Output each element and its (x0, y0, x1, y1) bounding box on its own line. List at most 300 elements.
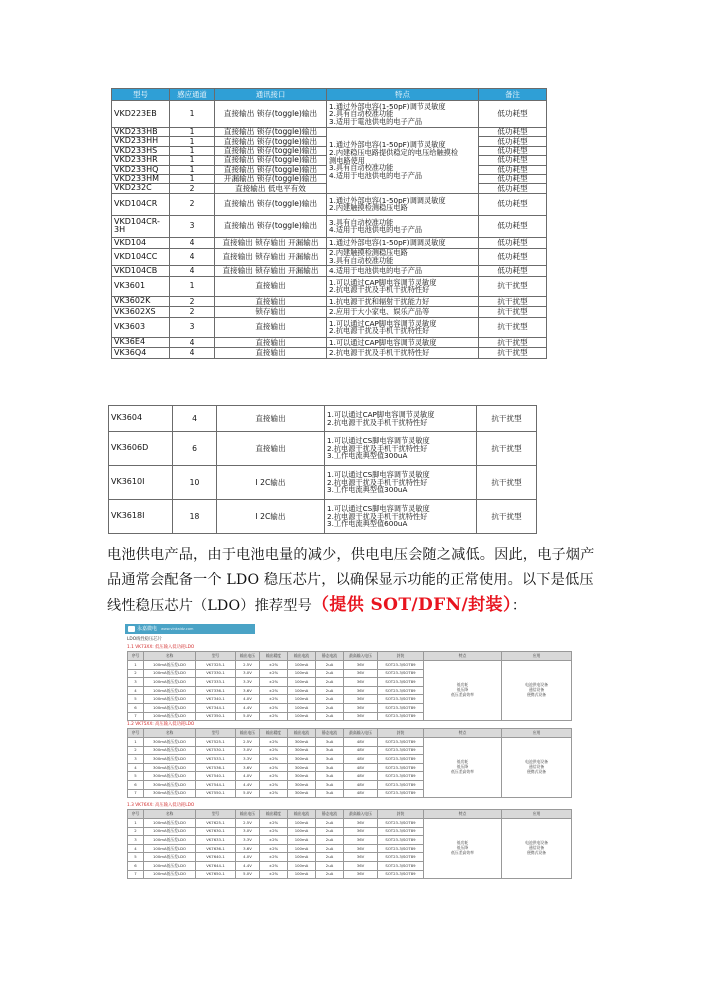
ldo-cell: 2.5V (236, 661, 260, 670)
interface-cell: 直接输出 (215, 337, 327, 348)
ldo-cell: 100mA低压差LDO (144, 844, 196, 853)
ldo-cell: ±2% (260, 686, 288, 695)
note-cell: 抗干扰型 (479, 317, 547, 337)
ldo-cell: 100mA低压差LDO (144, 861, 196, 870)
ldo-cell: SOT23-3/SOT89 (378, 844, 424, 853)
ldo-cell: ±2% (260, 746, 288, 755)
ldo-cell: 2 (128, 746, 144, 755)
package-highlight: （提供 SOT/DFN/封装） (311, 595, 512, 615)
channel-cell: 1 (170, 146, 215, 155)
interface-cell: 直接输出 (215, 296, 327, 307)
channel-cell: 4 (170, 337, 215, 348)
ldo-cell: 300mA低压差LDO (144, 772, 196, 781)
note-cell: 抗干扰型 (477, 406, 537, 432)
ldo-cell: 3uA (316, 772, 344, 781)
ldo-column-header: 输出电压 (236, 810, 260, 819)
ldo-cell: SOT23-3/SOT89 (378, 763, 424, 772)
feature-line: 1.可以通过CS脚电容调节灵敏度 (327, 436, 430, 446)
ldo-cell: SOT23-3/SOT89 (378, 755, 424, 764)
ldo-cell: 2uA (316, 819, 344, 828)
ldo-cell: 2uA (316, 686, 344, 695)
ldo-feature-line: 低压降 (456, 764, 469, 770)
note-cell: 低功耗型 (479, 215, 547, 237)
ldo-cell: 100mA (288, 827, 316, 836)
note-cell: 低功耗型 (479, 137, 547, 146)
ldo-column-header: 封装 (378, 652, 424, 661)
feature-line: 3.适用于電池供电的电子产品 (329, 116, 423, 126)
feature-line: 2.抗电源干扰及手机干扰特性好 (327, 443, 428, 453)
ldo-cell: ±2% (260, 695, 288, 704)
ldo-column-header: 特点 (424, 810, 502, 819)
model-cell: VKD233HQ (112, 165, 170, 174)
note-cell: 抗干扰型 (479, 296, 547, 307)
ldo-column-header: 名称 (144, 652, 196, 661)
model-cell: VK3610I (109, 466, 173, 500)
ldo-cell: 48V (344, 738, 378, 747)
brand-logo-icon (128, 626, 135, 632)
feature-line: 1.可以通过CAP脚电容调节灵敏度 (329, 318, 437, 328)
feature-line: 1.通过外部电容(1-50pF)调调灵敏度 (329, 237, 446, 247)
ldo-cell: 48V (344, 772, 378, 781)
ldo-cell: 100mA (288, 661, 316, 670)
ldo-cell: 300mA (288, 789, 316, 798)
channel-cell: 1 (170, 156, 215, 165)
ldo-cell: 3uA (316, 763, 344, 772)
note-cell: 低功耗型 (479, 193, 547, 215)
ldo-cell: ±2% (260, 763, 288, 772)
table-row (112, 128, 547, 137)
ldo-cell: 100mA (288, 853, 316, 862)
model-cell: VKD104CC (112, 248, 170, 265)
feature-line: 4.适用于电池供电的电子产品 (329, 225, 423, 235)
ldo-row (128, 819, 572, 828)
ldo-cell: 2uA (316, 827, 344, 836)
ldo-column-header: 序号 (128, 810, 144, 819)
model-cell: VK3602XS (112, 307, 170, 318)
table-row (112, 276, 547, 296)
column-header: 型号 (112, 89, 170, 101)
ldo-column-header: 型号 (196, 729, 236, 738)
ldo-cell: 3.0V (236, 827, 260, 836)
channel-cell: 4 (173, 406, 217, 432)
ldo-cell: 36V (344, 861, 378, 870)
ldo-cell: VK7536-1 (196, 763, 236, 772)
ldo-cell: 3.3V (236, 678, 260, 687)
ldo-application-line: 便携式设备 (527, 850, 546, 856)
model-cell: VKD104CR (112, 193, 170, 215)
model-cell: VKD104 (112, 237, 170, 248)
ldo-feature-line: 低功耗 (456, 840, 469, 846)
feature-cell (327, 337, 479, 348)
note-cell: 抗干扰型 (479, 276, 547, 296)
note-cell: 抗干扰型 (477, 500, 537, 534)
ldo-cell: 36V (344, 844, 378, 853)
interface-cell: 开漏输出 锁存(toggle)输出 (215, 174, 327, 183)
brand-url: www.vinkaidz.com (161, 627, 194, 631)
interface-cell: 直接输出 (217, 432, 325, 466)
ldo-feature-cell (424, 819, 502, 879)
feature-cell (327, 307, 479, 318)
note-cell: 低功耗型 (479, 248, 547, 265)
ldo-application-line: 电池供电设备 (525, 840, 548, 846)
ldo-table (127, 809, 572, 879)
ldo-cell: 3.0V (236, 746, 260, 755)
ldo-cell: 300mA (288, 763, 316, 772)
ldo-column-header: 最高输入电压 (344, 729, 378, 738)
ldo-column-header: 名称 (144, 729, 196, 738)
ldo-application-cell (502, 661, 572, 721)
ldo-cell: 36V (344, 853, 378, 862)
ldo-cell: VK7544-1 (196, 780, 236, 789)
ldo-column-header: 应用 (502, 729, 572, 738)
paragraph-tail: ： (511, 598, 527, 614)
table-row (109, 406, 537, 432)
ldo-cell: ±2% (260, 870, 288, 879)
model-cell: VKD104CR-3H (112, 215, 170, 237)
feature-line: 1.通过外部电容(1-50pF)调调灵敏度 (329, 195, 446, 205)
ldo-cell: 2uA (316, 836, 344, 845)
ldo-cell: 100mA低压差LDO (144, 695, 196, 704)
feature-cell (327, 193, 479, 215)
ldo-cell: ±2% (260, 678, 288, 687)
feature-line: 2.抗电源干扰及手机干扰特性好 (327, 511, 428, 521)
ldo-cell: 48V (344, 763, 378, 772)
channel-cell: 1 (170, 101, 215, 128)
feature-line: 1.通过外部电容(1-50pF)调节灵敏度 (329, 140, 446, 150)
ldo-cell: SOT23-3/SOT89 (378, 669, 424, 678)
ldo-cell: ±2% (260, 836, 288, 845)
model-cell: VK3606D (109, 432, 173, 466)
ldo-cell: 2uA (316, 695, 344, 704)
table-row (112, 215, 547, 237)
ldo-feature-line: 低压差高效率 (451, 692, 474, 698)
ldo-cell: 36V (344, 661, 378, 670)
ldo-cell: ±2% (260, 819, 288, 828)
table-row (112, 317, 547, 337)
ldo-cell: 100mA低压差LDO (144, 853, 196, 862)
feature-cell (327, 265, 479, 276)
ldo-cell: ±2% (260, 661, 288, 670)
ldo-column-header: 输出电流 (288, 652, 316, 661)
ldo-cell: 100mA (288, 844, 316, 853)
ldo-cell: 100mA低压差LDO (144, 836, 196, 845)
feature-line: 3.具有自动校准功能 (329, 217, 394, 227)
feature-line: 3.具有自动校准功能 (329, 163, 394, 173)
ldo-cell: SOT23-3/SOT89 (378, 827, 424, 836)
ldo-cell: 2uA (316, 853, 344, 862)
ldo-section-title: 1.1 VK73XX: 低压输入低功耗LDO (127, 645, 195, 650)
model-cell: VK3603 (112, 317, 170, 337)
feature-cell (327, 276, 479, 296)
ldo-column-header: 特点 (424, 729, 502, 738)
ldo-cell: 6 (128, 861, 144, 870)
feature-line: 3.具有自动校准功能 (329, 255, 394, 265)
ldo-cell: 36V (344, 836, 378, 845)
ldo-cell: 4 (128, 686, 144, 695)
ldo-cell: VK7336-1 (196, 686, 236, 695)
interface-cell: 直接输出 锁存输出 开漏输出 (215, 237, 327, 248)
ldo-table (127, 651, 572, 721)
ldo-cell: 100mA (288, 712, 316, 721)
ldo-feature-line: 低压降 (456, 687, 469, 693)
ldo-cell: SOT23-3/SOT89 (378, 861, 424, 870)
channel-cell: 1 (170, 165, 215, 174)
note-cell: 抗干扰型 (477, 432, 537, 466)
ldo-cell: VK7633-1 (196, 836, 236, 845)
feature-line: 1.可以通过CAP脚电容调节灵敏度 (327, 409, 435, 419)
ldo-cell: 100mA低压差LDO (144, 669, 196, 678)
ldo-column-header: 输出电压 (236, 729, 260, 738)
ldo-cell: VK7550-1 (196, 789, 236, 798)
feature-line: 2.应用于大小家电、娱乐产品等 (329, 307, 430, 317)
table-row (112, 265, 547, 276)
touch-key-table-2 (108, 405, 537, 534)
channel-cell: 2 (170, 193, 215, 215)
table-row (112, 248, 547, 265)
interface-cell: 直接输出 锁存(toggle)输出 (215, 165, 327, 174)
ldo-cell: 300mA低压差LDO (144, 738, 196, 747)
ldo-cell: 100mA低压差LDO (144, 678, 196, 687)
touch-key-table-1 (111, 88, 547, 359)
paragraph-text: 电池供电产品，由于电池电量的减少，供电电压会随之减低。因此，电子烟产品通常会配备一个 LDO 稳压芯片，以确保显示功能的正常使用。以下是低压线性稳压芯片（LDO）推荐型号 (107, 547, 595, 614)
table-row (109, 466, 537, 500)
table-header-row (112, 89, 547, 101)
ldo-column-header: 封装 (378, 810, 424, 819)
ldo-cell: 100mA (288, 861, 316, 870)
channel-cell: 10 (173, 466, 217, 500)
ldo-cell: 5.0V (236, 789, 260, 798)
ldo-cell: 3.0V (236, 669, 260, 678)
channel-cell: 1 (170, 137, 215, 146)
ldo-cell: 3uA (316, 738, 344, 747)
table-row (112, 337, 547, 348)
ldo-cell: 5 (128, 772, 144, 781)
ldo-column-header: 输出电流 (288, 729, 316, 738)
feature-cell (327, 348, 479, 359)
ldo-cell: 300mA (288, 746, 316, 755)
interface-cell: 直接输出 锁存(toggle)输出 (215, 128, 327, 137)
ldo-cell: SOT23-3/SOT89 (378, 738, 424, 747)
ldo-cell: 36V (344, 703, 378, 712)
ldo-cell: 7 (128, 870, 144, 879)
brand-name: 永嘉微电 (137, 626, 158, 632)
note-cell: 抗干扰型 (479, 307, 547, 318)
ldo-cell: SOT23-3/SOT89 (378, 746, 424, 755)
note-cell: 低功耗型 (479, 184, 547, 193)
note-cell: 低功耗型 (479, 101, 547, 128)
ldo-cell: 7 (128, 789, 144, 798)
feature-line: 2.内建触摸检测稳压电路 (329, 203, 408, 213)
ldo-cell: 300mA (288, 755, 316, 764)
channel-cell: 4 (170, 248, 215, 265)
note-cell: 低功耗型 (479, 146, 547, 155)
ldo-cell: ±2% (260, 712, 288, 721)
feature-cell (327, 128, 479, 194)
model-cell: VKD233HB (112, 128, 170, 137)
ldo-cell: 100mA低压差LDO (144, 661, 196, 670)
ldo-cell: 3uA (316, 789, 344, 798)
column-header: 特点 (327, 89, 479, 101)
feature-line: 4.适用于电池供电的电子产品 (329, 265, 423, 275)
ldo-cell: SOT23-3/SOT89 (378, 780, 424, 789)
table-row (109, 432, 537, 466)
ldo-cell: 36V (344, 827, 378, 836)
feature-cell (325, 432, 477, 466)
model-cell: VKD233HR (112, 156, 170, 165)
ldo-column-header: 序号 (128, 652, 144, 661)
ldo-cell: 2uA (316, 703, 344, 712)
feature-line: 2.抗电源干扰及手机干扰特性好 (327, 477, 428, 487)
ldo-column-header: 输出精度 (260, 652, 288, 661)
feature-line: 2.抗电源干扰及手机干扰特性好 (327, 417, 428, 427)
ldo-cell: 48V (344, 746, 378, 755)
feature-line: 1.可以通过CS脚电容调节灵敏度 (327, 470, 430, 480)
interface-cell: 直接输出 (215, 348, 327, 359)
ldo-cell: 1 (128, 738, 144, 747)
ldo-cell: 300mA低压差LDO (144, 789, 196, 798)
ldo-cell: 100mA (288, 678, 316, 687)
model-cell: VK3601 (112, 276, 170, 296)
ldo-cell: 300mA (288, 780, 316, 789)
ldo-application-line: 电池供电设备 (525, 682, 548, 688)
ldo-cell: SOT23-3/SOT89 (378, 695, 424, 704)
ldo-application-line: 便携式设备 (527, 769, 546, 775)
model-cell: VKD232C (112, 184, 170, 193)
ldo-application-cell (502, 738, 572, 798)
model-cell: VK3602K (112, 296, 170, 307)
ldo-cell: 36V (344, 870, 378, 879)
ldo-cell: 3uA (316, 780, 344, 789)
ldo-cell: 3 (128, 678, 144, 687)
ldo-column-header: 特点 (424, 652, 502, 661)
channel-cell: 18 (173, 500, 217, 534)
ldo-column-header: 输出电流 (288, 810, 316, 819)
feature-cell (327, 296, 479, 307)
ldo-cell: ±2% (260, 844, 288, 853)
ldo-cell: SOT23-3/SOT89 (378, 678, 424, 687)
ldo-cell: 4.4V (236, 780, 260, 789)
ldo-feature-line: 低功耗 (456, 759, 469, 765)
channel-cell: 4 (170, 237, 215, 248)
ldo-cell: 5.0V (236, 870, 260, 879)
ldo-cell: 4.4V (236, 703, 260, 712)
ldo-cell: VK7325-1 (196, 661, 236, 670)
feature-cell (325, 466, 477, 500)
ldo-cell: VK7650-1 (196, 870, 236, 879)
ldo-table (127, 728, 572, 798)
ldo-cell: 3 (128, 755, 144, 764)
feature-cell (325, 500, 477, 534)
feature-line: 1.可以通过CS脚电容调节灵敏度 (327, 504, 430, 514)
ldo-cell: 300mA低压差LDO (144, 780, 196, 789)
ldo-header-row (128, 652, 572, 661)
ldo-cell: SOT23-3/SOT89 (378, 703, 424, 712)
interface-cell: I 2C输出 (217, 466, 325, 500)
ldo-cell: 100mA (288, 819, 316, 828)
ldo-header-row (128, 810, 572, 819)
ldo-cell: SOT23-3/SOT89 (378, 661, 424, 670)
interface-cell: I 2C输出 (217, 500, 325, 534)
ldo-cell: 2 (128, 827, 144, 836)
ldo-cell: 1 (128, 661, 144, 670)
ldo-cell: 100mA (288, 836, 316, 845)
ldo-feature-cell (424, 661, 502, 721)
ldo-cell: 100mA (288, 669, 316, 678)
ldo-section-title: 1.2 VK75XX: 高压输入低功耗LDO (127, 722, 195, 727)
ldo-column-header: 静态电流 (316, 652, 344, 661)
ldo-cell: 5 (128, 695, 144, 704)
ldo-cell: 2uA (316, 669, 344, 678)
feature-line: 3.工作电流典型值300uA (327, 485, 408, 495)
channel-cell: 2 (170, 296, 215, 307)
model-cell: VK3604 (109, 406, 173, 432)
ldo-cell: ±2% (260, 780, 288, 789)
ldo-cell: 36V (344, 686, 378, 695)
ldo-cell: ±2% (260, 853, 288, 862)
ldo-cell: 3.3V (236, 836, 260, 845)
ldo-cell: 2 (128, 669, 144, 678)
ldo-cell: ±2% (260, 861, 288, 870)
ldo-column-header: 应用 (502, 652, 572, 661)
interface-cell: 锁存输出 (215, 307, 327, 318)
ldo-cell: ±2% (260, 738, 288, 747)
ldo-cell: 4.0V (236, 695, 260, 704)
feature-cell (327, 215, 479, 237)
ldo-cell: 100mA低压差LDO (144, 686, 196, 695)
feature-line: 2.具有自动校准功能 (329, 109, 394, 119)
ldo-cell: 36V (344, 669, 378, 678)
ldo-column-header: 静态电流 (316, 810, 344, 819)
feature-line: 1.可以通过CAP脚电容调节灵敏度 (329, 277, 437, 287)
feature-cell (325, 406, 477, 432)
ldo-cell: 100mA低压差LDO (144, 870, 196, 879)
ldo-cell: 4 (128, 763, 144, 772)
ldo-cell: 300mA低压差LDO (144, 746, 196, 755)
ldo-cell: VK7530-1 (196, 746, 236, 755)
ldo-product-sheet (125, 624, 573, 889)
ldo-column-header: 输出精度 (260, 810, 288, 819)
ldo-doc-title: LDO线性稳压芯片 (127, 637, 162, 642)
ldo-cell: VK7344-1 (196, 703, 236, 712)
ldo-row (128, 738, 572, 747)
channel-cell: 2 (170, 184, 215, 193)
ldo-feature-line: 低压差高效率 (451, 850, 474, 856)
ldo-cell: 2uA (316, 678, 344, 687)
ldo-cell: 2uA (316, 844, 344, 853)
interface-cell: 直接输出 (215, 276, 327, 296)
ldo-application-line: 通信设备 (528, 687, 545, 693)
channel-cell: 6 (173, 432, 217, 466)
ldo-cell: 300mA (288, 738, 316, 747)
feature-line: 1.可以通过CAP脚电容调节灵敏度 (329, 337, 437, 347)
feature-line: 3.工作电流典型值300uA (327, 451, 408, 461)
ldo-cell: VK7330-1 (196, 669, 236, 678)
interface-cell: 直接输出 (215, 317, 327, 337)
note-cell: 低功耗型 (479, 265, 547, 276)
ldo-cell: 36V (344, 678, 378, 687)
note-cell: 低功耗型 (479, 128, 547, 137)
ldo-cell: VK7630-1 (196, 827, 236, 836)
channel-cell: 4 (170, 265, 215, 276)
model-cell: VK36E4 (112, 337, 170, 348)
feature-line: 2.内建触摸检测稳压电路 (329, 248, 408, 258)
ldo-cell: 5.0V (236, 712, 260, 721)
interface-cell: 直接输出 锁存(toggle)输出 (215, 215, 327, 237)
ldo-column-header: 型号 (196, 810, 236, 819)
ldo-cell: 3uA (316, 755, 344, 764)
ldo-cell: VK7640-1 (196, 853, 236, 862)
channel-cell: 3 (170, 317, 215, 337)
